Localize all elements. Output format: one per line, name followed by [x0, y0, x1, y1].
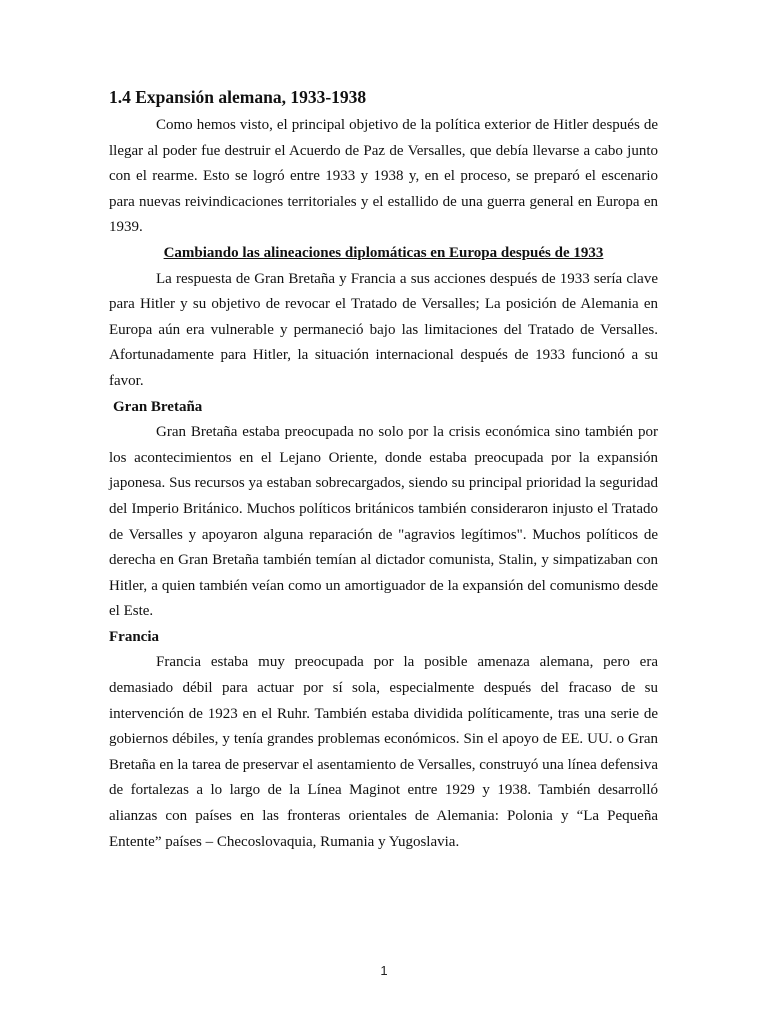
section-heading-francia: Francia	[109, 628, 159, 645]
subheading-paragraph: La respuesta de Gran Bretaña y Francia a sus acciones después de 1933 sería clave para Hitler y su objetivo de revocar el Tratado de Versalles; La posición de Alemania en Europa aún era vulnerable y permaneció bajo las limitaciones del Tratado de Versalles. Afortunadamente para Hitler, la situación internacional después de 1933 funcionó a su favor.	[109, 270, 658, 389]
section-heading-gran-bretana: Gran Bretaña	[113, 398, 203, 415]
subheading: Cambiando las alineaciones diplomáticas en Europa después de 1933	[163, 244, 604, 261]
intro-paragraph: Como hemos visto, el principal objetivo de la política exterior de Hitler después de llegar al poder fue destruir el Acuerdo de Paz de Versalles, que debía llevarse a cabo junto con el rearme. Esto se logró entre 1933 y 1938 y, en el proceso, se preparó el escenario para nuevas reivindicaciones territoriales y el estallido de una guerra general en Europa en 1939.	[109, 117, 658, 236]
document-page	[109, 86, 658, 855]
section-paragraph-gran-bretana: Gran Bretaña estaba preocupada no solo por la crisis económica sino también por los acontecimientos en el Lejano Oriente, donde estaba preocupada por la expansión japonesa. Sus recursos ya estaban sobrecargados, siendo su principal prioridad la seguridad del Imperio Británico. Muchos políticos británicos también consideraron injusto el Tratado de Versalles y apoyaron alguna reparación de "agravios legítimos". Muchos políticos de derecha en Gran Bretaña también temían al dictador comunista, Stalin, y simpatizaban con Hitler, a quien también veían como un amortiguador de la expansión del comunismo desde el Este.	[109, 424, 658, 620]
page-number: 1	[380, 963, 388, 978]
section-paragraph-francia: Francia estaba muy preocupada por la posible amenaza alemana, pero era demasiado débil para actuar por sí sola, especialmente después del fracaso de su intervención de 1923 en el Ruhr. También estaba dividida políticamente, tras una serie de gobiernos débiles, y tenía grandes problemas económicos. Sin el apoyo de EE. UU. o Gran Bretaña en la tarea de preservar el asentamiento de Versalles, construyó una línea defensiva de fortalezas a lo largo de la Línea Maginot entre 1929 y 1938. También desarrolló alianzas con países en las fronteras orientales de Alemania: Polonia y “La Pequeña Entente” países – Checoslovaquia, Rumania y Yugoslavia.	[109, 654, 658, 850]
section-title: 1.4 Expansión alemana, 1933-1938	[109, 87, 367, 107]
